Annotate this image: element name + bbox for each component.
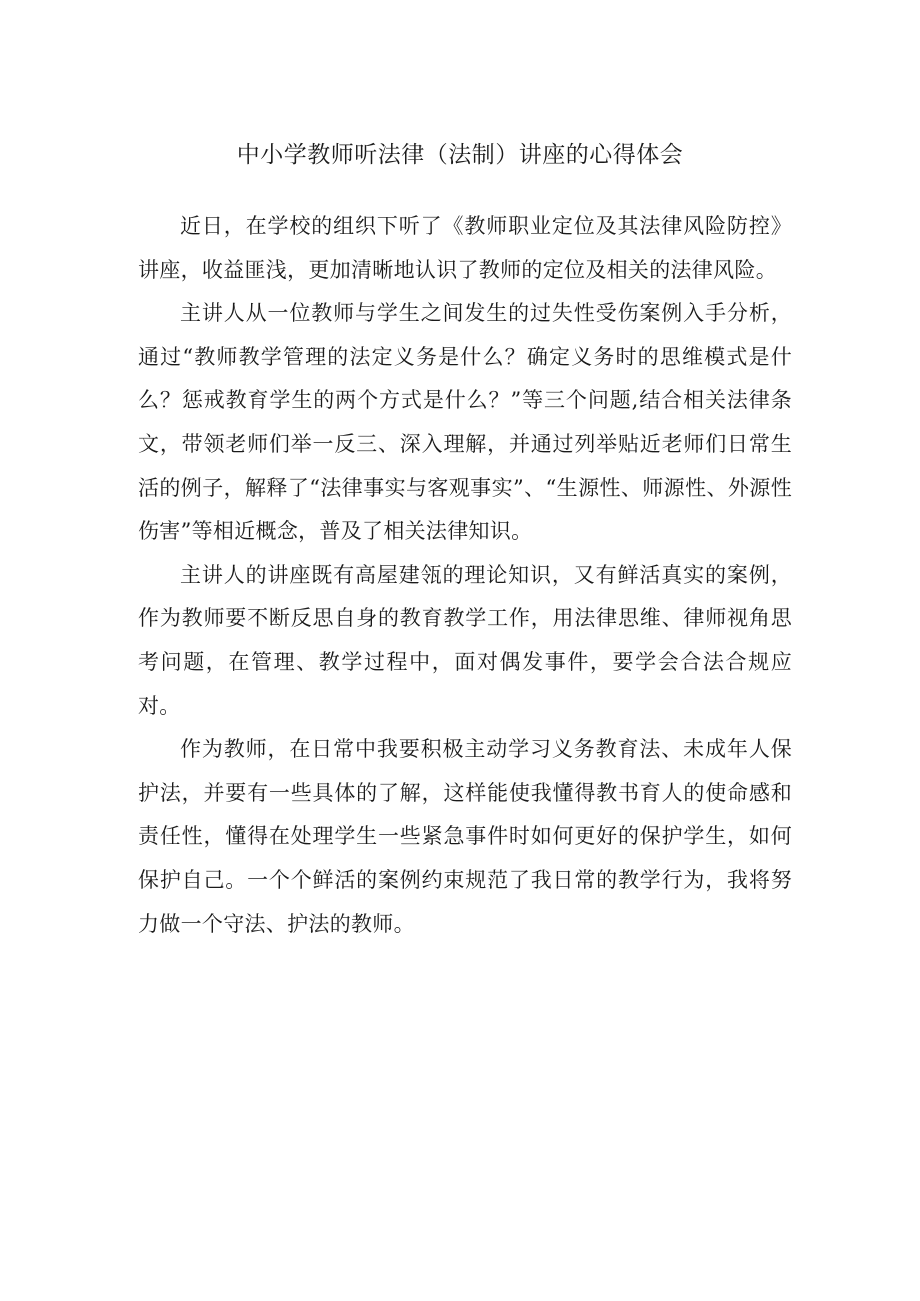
document-title: 中小学教师听法律（法制）讲座的心得体会 [236,142,684,168]
paragraph-3: 主讲人的讲座既有高屋建瓴的理论知识，又有鲜活真实的案例，作为教师要不断反思自身的教育教学工作，用法律思维、律师视角思考问题，在管理、教学过程中，面对偶发事件，要学会合法合规应对。 [138,562,792,718]
document-body [138,205,792,946]
paragraph-2: 主讲人从一位教师与学生之间发生的过失性受伤案例入手分析，通过“教师教学管理的法定义务是什么？确定义务时的思维模式是什么？惩戒教育学生的两个方式是什么？”等三个问题,结合相关法律条文，带领老师们举一反三、深入理解，并通过列举贴近老师们日常生活的例子，解释了“法律事实与客观事实”、“生源性、师源性、外源性伤害”等相近概念，普及了相关法律知识。 [138,301,792,544]
paragraph-4: 作为教师，在日常中我要积极主动学习义务教育法、未成年人保护法，并要有一些具体的了解，这样能使我懂得教书育人的使命感和责任性，懂得在处理学生一些紧急事件时如何更好的保护学生，如何保护自己。一个个鲜活的案例约束规范了我日常的教学行为，我将努力做一个守法、护法的教师。 [138,737,792,936]
paragraph-1: 近日，在学校的组织下听了《教师职业定位及其法律风险防控》讲座，收益匪浅，更加清晰地认识了教师的定位及相关的法律风险。 [138,214,792,282]
